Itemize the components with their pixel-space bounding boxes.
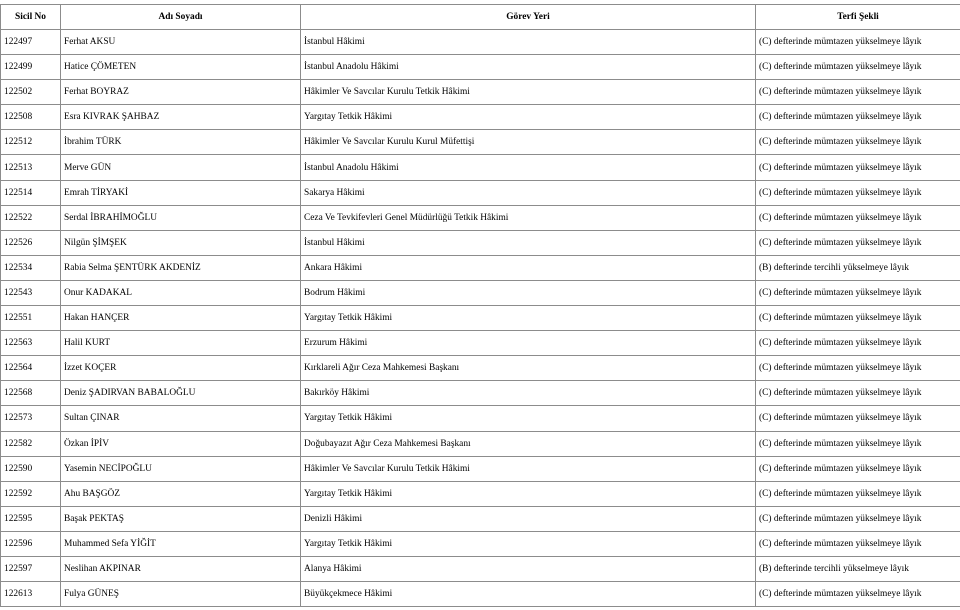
- cell-terfi-sekli: (C) defterinde mümtazen yükselmeye lâyık: [756, 30, 960, 55]
- cell-adi-soyadi: Ferhat AKSU: [61, 30, 301, 55]
- table-row: [1, 556, 960, 581]
- cell-adi-soyadi: Ferhat BOYRAZ: [61, 80, 301, 105]
- table-row: [1, 80, 960, 105]
- cell-gorev-yeri: Yargıtay Tetkik Hâkimi: [301, 306, 756, 331]
- table-body: [1, 30, 960, 607]
- cell-gorev-yeri: Büyükçekmece Hâkimi: [301, 582, 756, 607]
- cell-sicil-no: 122512: [1, 130, 61, 155]
- cell-gorev-yeri: İstanbul Hâkimi: [301, 30, 756, 55]
- cell-adi-soyadi: Nilgün ŞİMŞEK: [61, 230, 301, 255]
- cell-gorev-yeri: Ankara Hâkimi: [301, 255, 756, 280]
- cell-adi-soyadi: İzzet KOÇER: [61, 356, 301, 381]
- cell-gorev-yeri: İstanbul Anadolu Hâkimi: [301, 155, 756, 180]
- cell-sicil-no: 122568: [1, 381, 61, 406]
- cell-gorev-yeri: Hâkimler Ve Savcılar Kurulu Tetkik Hâkimi: [301, 80, 756, 105]
- cell-terfi-sekli: (C) defterinde mümtazen yükselmeye lâyık: [756, 205, 960, 230]
- cell-sicil-no: 122497: [1, 30, 61, 55]
- cell-sicil-no: 122522: [1, 205, 61, 230]
- cell-sicil-no: 122582: [1, 431, 61, 456]
- table-row: [1, 180, 960, 205]
- cell-terfi-sekli: (C) defterinde mümtazen yükselmeye lâyık: [756, 180, 960, 205]
- cell-terfi-sekli: (B) defterinde tercihli yükselmeye lâyık: [756, 255, 960, 280]
- cell-sicil-no: 122592: [1, 481, 61, 506]
- table-header-row: [1, 5, 960, 30]
- cell-sicil-no: 122564: [1, 356, 61, 381]
- cell-terfi-sekli: (C) defterinde mümtazen yükselmeye lâyık: [756, 582, 960, 607]
- table-row: [1, 30, 960, 55]
- cell-terfi-sekli: (C) defterinde mümtazen yükselmeye lâyık: [756, 280, 960, 305]
- cell-gorev-yeri: Kırklareli Ağır Ceza Mahkemesi Başkanı: [301, 356, 756, 381]
- cell-adi-soyadi: Fulya GÜNEŞ: [61, 582, 301, 607]
- cell-terfi-sekli: (C) defterinde mümtazen yükselmeye lâyık: [756, 406, 960, 431]
- cell-sicil-no: 122613: [1, 582, 61, 607]
- cell-sicil-no: 122595: [1, 506, 61, 531]
- cell-terfi-sekli: (C) defterinde mümtazen yükselmeye lâyık: [756, 306, 960, 331]
- cell-terfi-sekli: (C) defterinde mümtazen yükselmeye lâyık: [756, 431, 960, 456]
- cell-sicil-no: 122534: [1, 255, 61, 280]
- table-row: [1, 255, 960, 280]
- cell-adi-soyadi: Emrah TİRYAKİ: [61, 180, 301, 205]
- cell-adi-soyadi: Esra KIVRAK ŞAHBAZ: [61, 105, 301, 130]
- cell-terfi-sekli: (C) defterinde mümtazen yükselmeye lâyık: [756, 356, 960, 381]
- header-terfi-sekli: Terfi Şekli: [756, 5, 960, 30]
- cell-adi-soyadi: Deniz ŞADIRVAN BABALOĞLU: [61, 381, 301, 406]
- cell-terfi-sekli: (C) defterinde mümtazen yükselmeye lâyık: [756, 506, 960, 531]
- cell-terfi-sekli: (C) defterinde mümtazen yükselmeye lâyık: [756, 155, 960, 180]
- table-row: [1, 331, 960, 356]
- table-row: [1, 130, 960, 155]
- cell-sicil-no: 122590: [1, 456, 61, 481]
- cell-adi-soyadi: Merve GÜN: [61, 155, 301, 180]
- cell-sicil-no: 122499: [1, 55, 61, 80]
- cell-gorev-yeri: Yargıtay Tetkik Hâkimi: [301, 406, 756, 431]
- cell-gorev-yeri: Hâkimler Ve Savcılar Kurulu Tetkik Hâkimi: [301, 456, 756, 481]
- cell-sicil-no: 122514: [1, 180, 61, 205]
- cell-gorev-yeri: İstanbul Anadolu Hâkimi: [301, 55, 756, 80]
- table-row: [1, 456, 960, 481]
- cell-terfi-sekli: (C) defterinde mümtazen yükselmeye lâyık: [756, 130, 960, 155]
- cell-gorev-yeri: Bakırköy Hâkimi: [301, 381, 756, 406]
- cell-sicil-no: 122551: [1, 306, 61, 331]
- cell-gorev-yeri: Denizli Hâkimi: [301, 506, 756, 531]
- cell-sicil-no: 122597: [1, 556, 61, 581]
- cell-sicil-no: 122573: [1, 406, 61, 431]
- table-row: [1, 582, 960, 607]
- table-row: [1, 481, 960, 506]
- cell-adi-soyadi: Hakan HANÇER: [61, 306, 301, 331]
- cell-terfi-sekli: (C) defterinde mümtazen yükselmeye lâyık: [756, 55, 960, 80]
- cell-adi-soyadi: Yasemin NECİPOĞLU: [61, 456, 301, 481]
- cell-gorev-yeri: Ceza Ve Tevkifevleri Genel Müdürlüğü Tetkik Hâkimi: [301, 205, 756, 230]
- cell-gorev-yeri: Yargıtay Tetkik Hâkimi: [301, 105, 756, 130]
- cell-gorev-yeri: Yargıtay Tetkik Hâkimi: [301, 531, 756, 556]
- cell-terfi-sekli: (C) defterinde mümtazen yükselmeye lâyık: [756, 381, 960, 406]
- table-row: [1, 431, 960, 456]
- cell-adi-soyadi: İbrahim TÜRK: [61, 130, 301, 155]
- cell-terfi-sekli: (C) defterinde mümtazen yükselmeye lâyık: [756, 105, 960, 130]
- cell-adi-soyadi: Başak PEKTAŞ: [61, 506, 301, 531]
- cell-terfi-sekli: (C) defterinde mümtazen yükselmeye lâyık: [756, 331, 960, 356]
- cell-terfi-sekli: (C) defterinde mümtazen yükselmeye lâyık: [756, 80, 960, 105]
- cell-gorev-yeri: Doğubayazıt Ağır Ceza Mahkemesi Başkanı: [301, 431, 756, 456]
- cell-adi-soyadi: Özkan İPİV: [61, 431, 301, 456]
- cell-adi-soyadi: Neslihan AKPINAR: [61, 556, 301, 581]
- table-row: [1, 105, 960, 130]
- cell-terfi-sekli: (C) defterinde mümtazen yükselmeye lâyık: [756, 456, 960, 481]
- header-adi-soyadi: Adı Soyadı: [61, 5, 301, 30]
- promotion-table: [0, 4, 960, 607]
- table-row: [1, 230, 960, 255]
- cell-terfi-sekli: (C) defterinde mümtazen yükselmeye lâyık: [756, 481, 960, 506]
- cell-adi-soyadi: Onur KADAKAL: [61, 280, 301, 305]
- table-row: [1, 406, 960, 431]
- cell-terfi-sekli: (B) defterinde tercihli yükselmeye lâyık: [756, 556, 960, 581]
- cell-adi-soyadi: Halil KURT: [61, 331, 301, 356]
- table-row: [1, 306, 960, 331]
- cell-adi-soyadi: Ahu BAŞGÖZ: [61, 481, 301, 506]
- cell-gorev-yeri: Bodrum Hâkimi: [301, 280, 756, 305]
- cell-sicil-no: 122596: [1, 531, 61, 556]
- cell-sicil-no: 122543: [1, 280, 61, 305]
- table-row: [1, 531, 960, 556]
- cell-adi-soyadi: Muhammed Sefa YİĞİT: [61, 531, 301, 556]
- cell-gorev-yeri: İstanbul Hâkimi: [301, 230, 756, 255]
- table-row: [1, 356, 960, 381]
- cell-sicil-no: 122508: [1, 105, 61, 130]
- cell-adi-soyadi: Serdal İBRAHİMOĞLU: [61, 205, 301, 230]
- cell-sicil-no: 122502: [1, 80, 61, 105]
- cell-gorev-yeri: Erzurum Hâkimi: [301, 331, 756, 356]
- cell-sicil-no: 122526: [1, 230, 61, 255]
- cell-gorev-yeri: Sakarya Hâkimi: [301, 180, 756, 205]
- header-sicil-no: Sicil No: [1, 5, 61, 30]
- cell-terfi-sekli: (C) defterinde mümtazen yükselmeye lâyık: [756, 531, 960, 556]
- table-row: [1, 55, 960, 80]
- table-row: [1, 280, 960, 305]
- table-row: [1, 205, 960, 230]
- cell-adi-soyadi: Rabia Selma ŞENTÜRK AKDENİZ: [61, 255, 301, 280]
- cell-gorev-yeri: Alanya Hâkimi: [301, 556, 756, 581]
- cell-gorev-yeri: Hâkimler Ve Savcılar Kurulu Kurul Müfettişi: [301, 130, 756, 155]
- table-row: [1, 381, 960, 406]
- table-row: [1, 506, 960, 531]
- cell-adi-soyadi: Hatice ÇÖMETEN: [61, 55, 301, 80]
- header-gorev-yeri: Görev Yeri: [301, 5, 756, 30]
- cell-sicil-no: 122563: [1, 331, 61, 356]
- table-row: [1, 155, 960, 180]
- cell-sicil-no: 122513: [1, 155, 61, 180]
- cell-terfi-sekli: (C) defterinde mümtazen yükselmeye lâyık: [756, 230, 960, 255]
- cell-gorev-yeri: Yargıtay Tetkik Hâkimi: [301, 481, 756, 506]
- cell-adi-soyadi: Sultan ÇINAR: [61, 406, 301, 431]
